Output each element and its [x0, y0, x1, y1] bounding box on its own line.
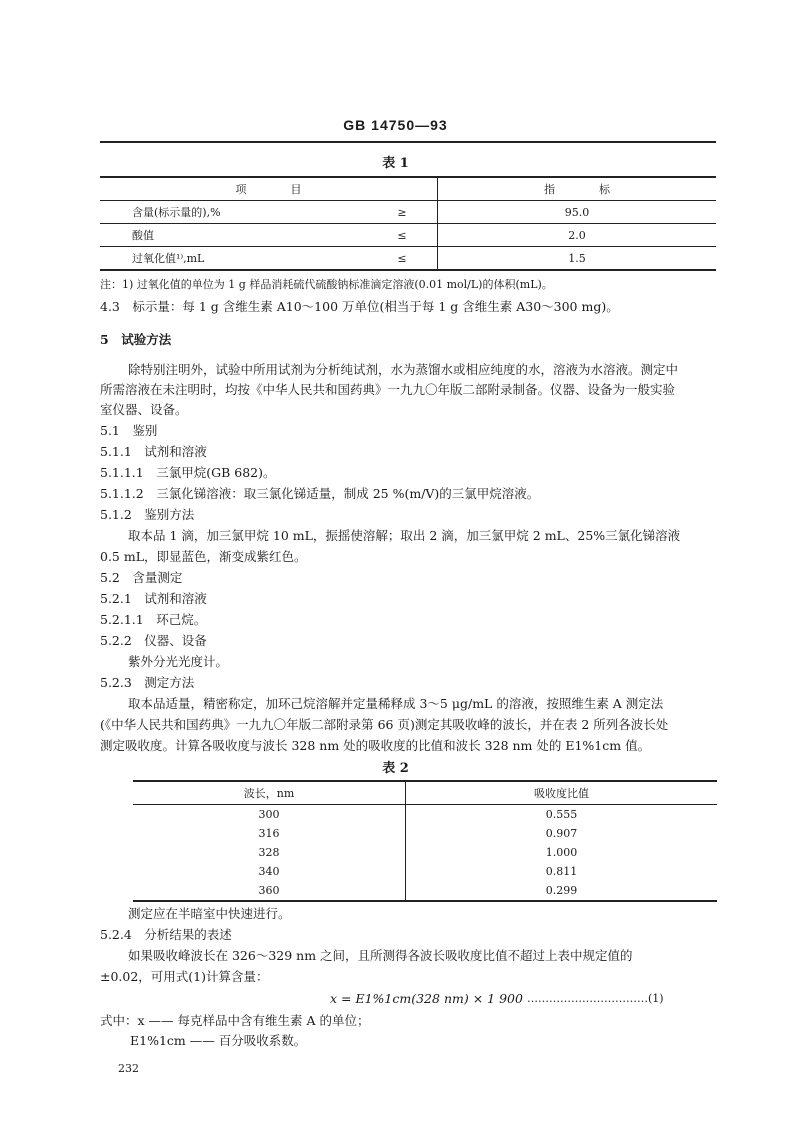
table2-ratio: 1.000 — [545, 846, 578, 859]
section-5-para-line-1: 除特别注明外，试验中所用试剂为分析纯试剂，水为蒸馏水或相应纯度的水，溶液为水溶液。测定中 — [128, 362, 679, 377]
table-row — [133, 881, 717, 901]
table1 — [100, 176, 716, 271]
section-5-2-1: 5.2.1 试剂和溶液 — [100, 591, 207, 606]
page-number: 232 — [118, 1062, 139, 1075]
table-row — [100, 201, 716, 224]
standard-header: GB 14750—93 — [343, 117, 448, 133]
table2-wave: 340 — [133, 862, 406, 881]
table-row — [100, 247, 716, 271]
section-5-2-3: 5.2.3 测定方法 — [100, 675, 195, 690]
section-5-2-2-item: 紫外分光光度计。 — [128, 654, 229, 669]
section-5-para-line-2: 所需溶液在未注明时，均按《中华人民共和国药典》一九九〇年版二部附录制备。仪器、设备为一般实验 — [100, 382, 676, 397]
table-row — [133, 862, 717, 881]
table1-value: 1.5 — [438, 247, 717, 271]
section-5-2-4: 5.2.4 分析结果的表述 — [100, 927, 232, 942]
table1-value: 2.0 — [438, 224, 717, 247]
table1-item: 酸值 — [100, 224, 367, 247]
section-5-1-1: 5.1.1 试剂和溶液 — [100, 444, 207, 459]
section-5-2-1-1: 5.2.1.1 环己烷。 — [100, 612, 207, 627]
section-5-1-1-2: 5.1.1.2 三氯化锑溶液：取三氯化锑适量，制成 25 %(m/V)的三氯甲烷溶液。 — [100, 486, 540, 501]
table2-col-ratio: 吸收度比值 — [406, 781, 718, 805]
table1-op: ≤ — [367, 247, 438, 271]
header-rule — [100, 141, 716, 143]
table2-wave: 328 — [133, 843, 406, 862]
table-row — [133, 805, 717, 825]
table2-ratio: 0.555 — [545, 808, 578, 821]
table1-op: ≤ — [367, 224, 438, 247]
table2-header-row — [133, 781, 717, 805]
table2-ratio: 0.811 — [545, 865, 578, 878]
table2 — [133, 780, 717, 902]
section-5-1-2-para-line-1: 取本品 1 滴，加三氯甲烷 10 mL，振摇使溶解；取出 2 滴，加三氯甲烷 2 mL、25%三氯化锑溶液 — [128, 528, 681, 543]
table-row — [133, 843, 717, 862]
section-5-2-2: 5.2.2 仪器、设备 — [100, 633, 207, 648]
table1-col-spec: 指 标 — [438, 177, 717, 201]
section-5-2-4-para-line-2: ±0.02，可用式(1)计算含量： — [100, 969, 269, 984]
where-clause-x: 式中：x —— 每克样品中含有维生素 A 的单位； — [100, 1013, 370, 1028]
section-5-2-4-para-line-1: 如果吸收峰波长在 326～329 nm 之间，且所测得各波长吸收度比值不超过上表中规定值的 — [128, 948, 633, 963]
table1-item: 过氧化值¹⁾,mL — [100, 247, 367, 271]
table2-ratio: 0.907 — [545, 827, 578, 840]
table2-wave: 360 — [133, 881, 406, 901]
after-table2-text: 测定应在半暗室中快速进行。 — [128, 906, 291, 921]
table1-item: 含量(标示量的),% — [100, 201, 367, 224]
section-5-2-3-para-line-3: 测定吸收度。计算各吸收度与波长 328 nm 处的吸收度的比值和波长 328 nm 处的 E1%1cm 值。 — [100, 738, 651, 753]
table2-wave: 300 — [133, 805, 406, 825]
table1-value: 95.0 — [438, 201, 717, 224]
section-5-2: 5.2 含量测定 — [100, 570, 183, 585]
where-clause-e: E1%1cm —— 百分吸收系数。 — [130, 1033, 307, 1048]
formula-1: x = E1%1cm(328 nm) × 1 900 — [330, 991, 523, 1006]
table2-col-wave: 波长，nm — [133, 781, 406, 805]
table1-op: ≥ — [367, 201, 438, 224]
table1-col-item: 项 目 — [100, 177, 438, 201]
section-5-para-line-3: 室仪器、设备。 — [100, 402, 188, 417]
section-5-1-1-1: 5.1.1.1 三氯甲烷(GB 682)。 — [100, 465, 276, 480]
section-5-1-2: 5.1.2 鉴别方法 — [100, 507, 195, 522]
section-5-2-3-para-line-2: (《中华人民共和国药典》一九九〇年版二部附录第 66 页)测定其吸收峰的波长，并在表 2 所列各波长处 — [100, 717, 669, 732]
section-5-title: 5 试验方法 — [100, 332, 172, 347]
formula-number: ……………………………(1) — [527, 992, 664, 1005]
table1-note: 注：1) 过氧化值的单位为 1 g 样品消耗硫代硫酸钠标准滴定溶液(0.01 mol/L)的体积(mL)。 — [100, 278, 553, 291]
section-5-2-3-para-line-1: 取本品适量，精密称定，加环己烷溶解并定量稀释成 3～5 μg/mL 的溶液，按照维生素 A 测定法 — [128, 696, 664, 711]
table-row — [100, 224, 716, 247]
table-row — [133, 824, 717, 843]
section-5-1: 5.1 鉴别 — [100, 423, 158, 438]
section-4-3: 4.3 标示量：每 1 g 含维生素 A10～100 万单位(相当于每 1 g 含维生素 A30～300 mg)。 — [100, 299, 619, 314]
table2-caption: 表 2 — [382, 761, 409, 776]
table1-caption: 表 1 — [382, 156, 409, 171]
section-5-1-2-para-line-2: 0.5 mL，即显蓝色，渐变成紫红色。 — [100, 549, 307, 564]
table1-header-row — [100, 177, 716, 201]
table2-ratio: 0.299 — [545, 884, 578, 897]
table2-wave: 316 — [133, 824, 406, 843]
